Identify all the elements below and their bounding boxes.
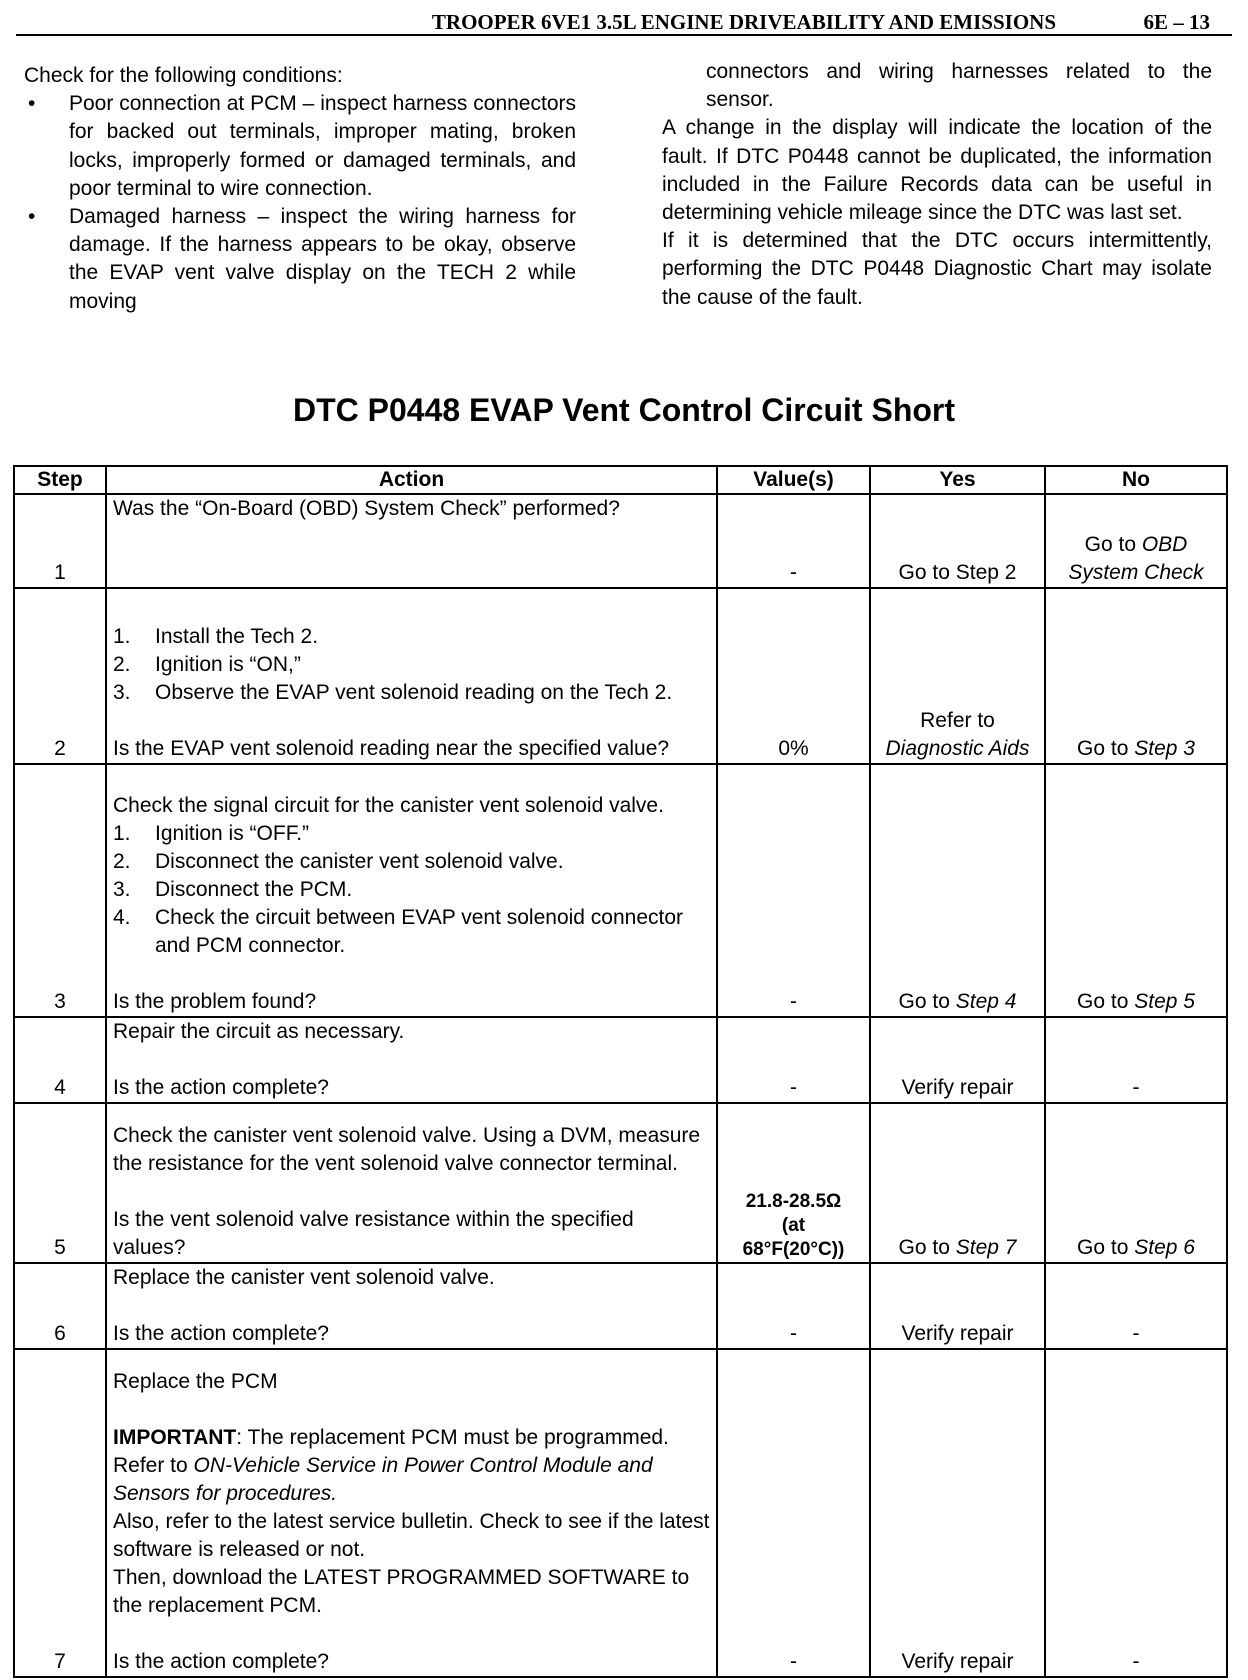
table-row [14, 494, 1227, 588]
action-steps-list [113, 820, 710, 960]
no-cell [1045, 494, 1227, 588]
yes-cell: Go to Step 7 [870, 1103, 1045, 1263]
action-intro: Repair the circuit as necessary. [113, 1020, 405, 1043]
table-row [14, 1017, 1227, 1103]
table-row [14, 1263, 1227, 1349]
important-label: IMPORTANT [113, 1426, 237, 1449]
step-column-header: Step [14, 466, 106, 494]
action-question: Is the action complete? [113, 1076, 329, 1099]
fault-location-paragraph: A change in the display will indicate the location of the fault. If DTC P0448 cannot be duplicated, the information included in the Failure Records data can be useful in determining vehicle mileage since the DTC was last set. [662, 116, 1212, 225]
no-cell: - [1045, 1263, 1227, 1349]
table-header-row [14, 466, 1227, 494]
table-row [14, 764, 1227, 1017]
action-step-item: 4. Check the circuit between EVAP vent solenoid connector and PCM connector. [113, 906, 684, 957]
action-intro: Check the canister vent solenoid valve. Using a DVM, measure the resistance for the vent solenoid valve connector terminal. [113, 1124, 701, 1175]
refer-reference: ON-Vehicle Service in Power Control Module and Sensors for procedures. [113, 1454, 653, 1505]
no-reference: Step 3 [1134, 737, 1195, 760]
action-question: Was the “On-Board (OBD) System Check” performed? [113, 497, 620, 520]
page-number: 6E – 13 [1143, 10, 1210, 34]
step-number: 4 [14, 1017, 106, 1103]
yes-cell: Go to Step 2 [870, 494, 1045, 588]
value-cell: 21.8-28.5Ω (at 68°F(20°C)) [717, 1103, 870, 1263]
manual-title: TROOPER 6VE1 3.5L ENGINE DRIVEABILITY AND EMISSIONS [431, 10, 1056, 34]
action-intro: Replace the canister vent solenoid valve. [113, 1266, 495, 1289]
yes-reference: Step 4 [955, 990, 1017, 1013]
no-cell: Go to Step 5 [1045, 764, 1227, 1017]
action-cell [106, 1017, 717, 1103]
action-column-header: Action [106, 466, 717, 494]
step-number: 7 [14, 1349, 106, 1677]
action-question: Is the vent solenoid valve resistance within the specified values? [113, 1208, 634, 1259]
action-step-item: 2. Disconnect the canister vent solenoid valve. [113, 850, 564, 873]
no-reference: Step 5 [1134, 990, 1195, 1013]
no-cell: - [1045, 1017, 1227, 1103]
no-cell: Go to Step 3 [1045, 588, 1227, 764]
yes-cell: Verify repair [870, 1349, 1045, 1677]
action-step-item: 1. Ignition is “OFF.” [113, 822, 310, 845]
no-reference: Step 6 [1134, 1236, 1195, 1259]
action-step-item: 1. Install the Tech 2. [113, 625, 319, 648]
important-note: IMPORTANT: The replacement PCM must be programmed. [113, 1426, 669, 1449]
step-number: 6 [14, 1263, 106, 1349]
action-question: Is the problem found? [113, 990, 317, 1013]
step-number: 2 [14, 588, 106, 764]
yes-cell: Verify repair [870, 1017, 1045, 1103]
download-note: Then, download the LATEST PROGRAMMED SOFTWARE to the replacement PCM. [113, 1566, 690, 1617]
value-cell: - [717, 764, 870, 1017]
action-intro: Replace the PCM [113, 1370, 278, 1393]
action-cell [106, 1349, 717, 1677]
value-cell: - [717, 1349, 870, 1677]
yes-reference: Step 7 [955, 1236, 1017, 1259]
action-step-item: 3. Disconnect the PCM. [113, 878, 353, 901]
intro-left-column [24, 62, 576, 316]
condition-item: • Damaged harness – inspect the wiring harness for damage. If the harness appears to be okay, observe the EVAP vent valve display on the TECH 2 while moving [24, 203, 576, 316]
yes-cell: Go to Step 4 [870, 764, 1045, 1017]
action-intro: Check the signal circuit for the canister vent solenoid valve. [113, 794, 664, 817]
intro-right-column [662, 58, 1212, 312]
table-row [14, 588, 1227, 764]
page-header [16, 6, 1232, 36]
action-question: Is the action complete? [113, 1322, 329, 1345]
intermittent-paragraph: If it is determined that the DTC occurs intermittently, performing the DTC P0448 Diagnostic Chart may isolate the cause of the fault. [662, 229, 1212, 309]
yes-column-header: Yes [870, 466, 1045, 494]
condition-continued: connectors and wiring harnesses related to the sensor. [706, 60, 1212, 112]
conditions-list [24, 90, 576, 316]
conditions-lead: Check for the following conditions: [24, 64, 343, 87]
step-number: 1 [14, 494, 106, 588]
no-prefix: Go to [1084, 533, 1142, 556]
no-column-header: No [1045, 466, 1227, 494]
yes-reference: Diagnostic Aids [885, 737, 1030, 760]
step-number: 5 [14, 1103, 106, 1263]
action-cell [106, 1263, 717, 1349]
value-cell: - [717, 1017, 870, 1103]
action-cell [106, 494, 717, 588]
yes-cell: Verify repair [870, 1263, 1045, 1349]
value-cell: - [717, 494, 870, 588]
value-cell: - [717, 1263, 870, 1349]
step-number: 3 [14, 764, 106, 1017]
diagnostic-chart-table [13, 465, 1228, 1678]
yes-cell [870, 588, 1045, 764]
action-steps-list [113, 623, 710, 707]
table-row [14, 1103, 1227, 1263]
action-question: Is the EVAP vent solenoid reading near the specified value? [113, 737, 670, 760]
condition-item: • Poor connection at PCM – inspect harness connectors for backed out terminals, improper mating, broken locks, improperly formed or damaged terminals, and poor terminal to wire connection. [24, 90, 576, 203]
action-cell [106, 588, 717, 764]
refer-note: Refer to ON-Vehicle Service in Power Control Module and Sensors for procedures. [113, 1454, 653, 1505]
chart-title: DTC P0448 EVAP Vent Control Circuit Short [292, 392, 956, 428]
action-cell [106, 1103, 717, 1263]
no-cell: - [1045, 1349, 1227, 1677]
values-column-header: Value(s) [717, 466, 870, 494]
action-question: Is the action complete? [113, 1650, 329, 1673]
bulletin-note: Also, refer to the latest service bulletin. Check to see if the latest software is released or not. [113, 1510, 710, 1561]
no-reference: OBD System Check [1068, 533, 1204, 584]
yes-prefix: Refer to [920, 709, 995, 732]
table-row [14, 1349, 1227, 1677]
action-step-item: 2. Ignition is “ON,” [113, 653, 301, 676]
no-cell: Go to Step 6 [1045, 1103, 1227, 1263]
action-step-item: 3. Observe the EVAP vent solenoid reading on the Tech 2. [113, 681, 673, 704]
action-cell [106, 764, 717, 1017]
value-cell: 0% [717, 588, 870, 764]
